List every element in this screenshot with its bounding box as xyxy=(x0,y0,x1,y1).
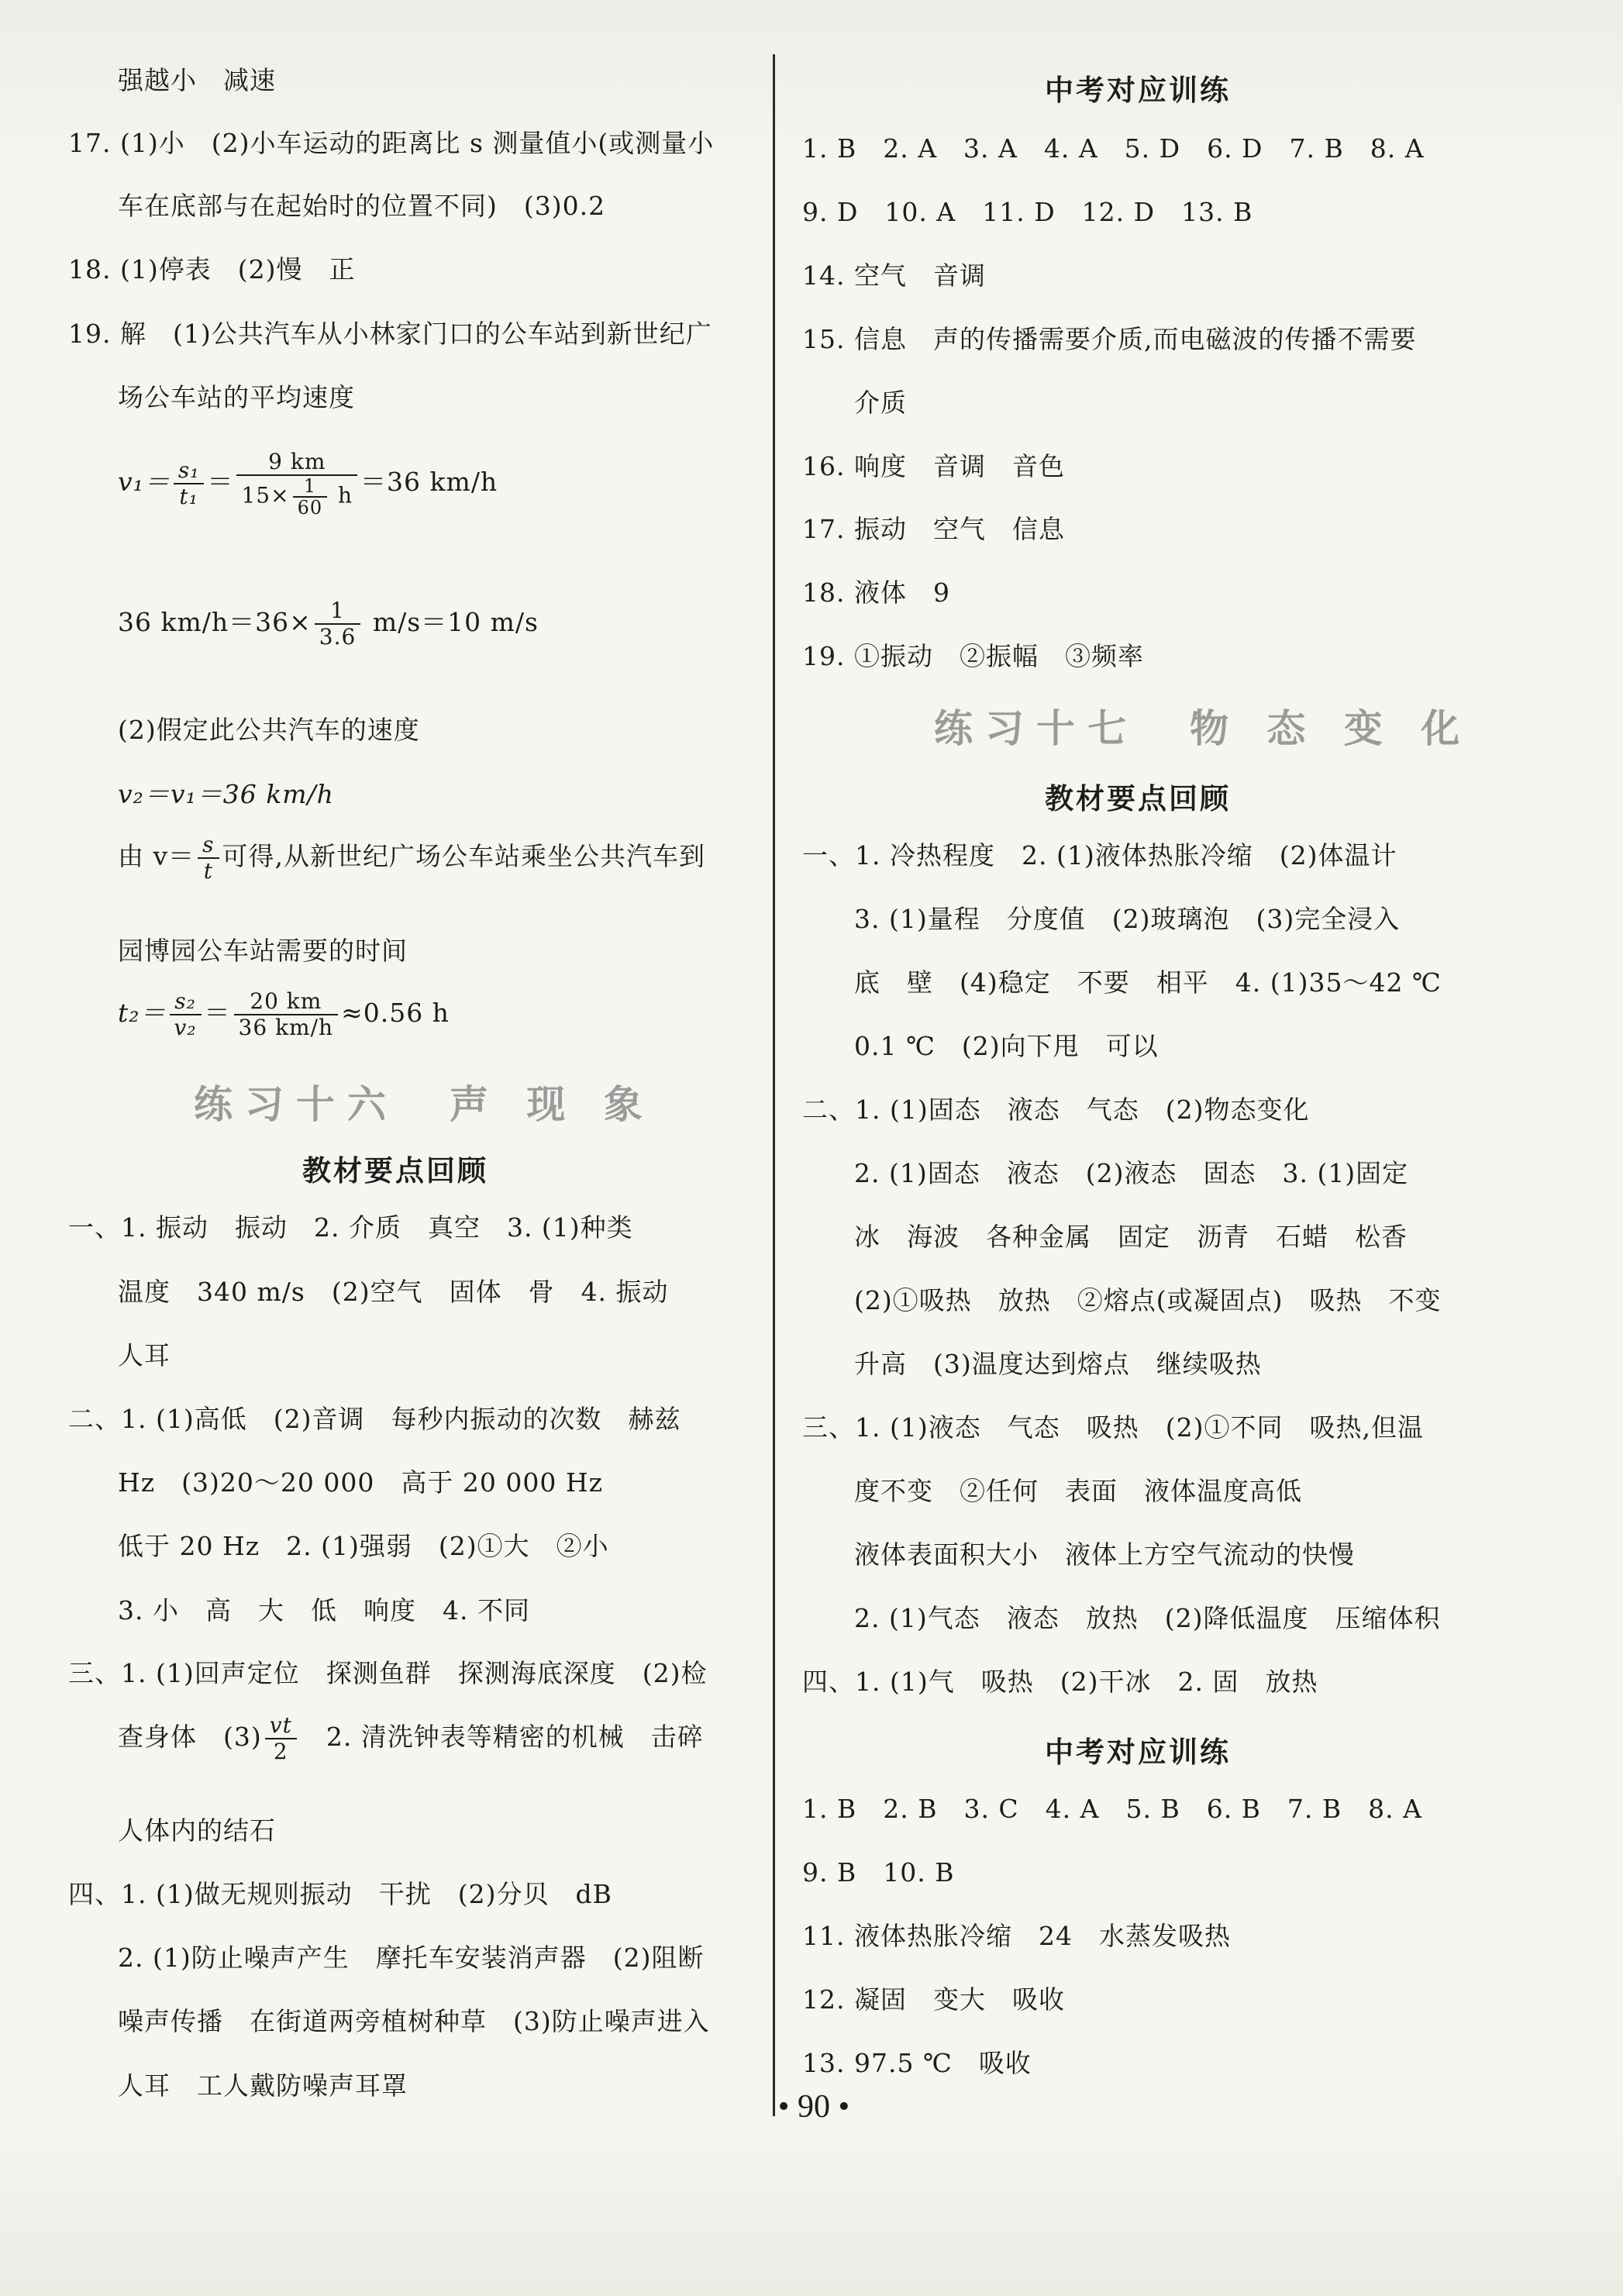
fraction-denominator: t xyxy=(203,858,213,884)
exam2-line4: 12. 凝固 变大 吸收 xyxy=(802,1984,1065,2015)
page-number: • 90 • xyxy=(777,2089,850,2125)
answer-18: 18. (1)停表 (2)慢 正 xyxy=(68,254,356,284)
fraction-vt-2 xyxy=(265,1713,297,1764)
exam1-line2: 9. D 10. A 11. D 12. D 13. B xyxy=(802,197,1253,227)
fraction-numerator: 20 km xyxy=(234,989,339,1015)
fraction-numerator: s₁ xyxy=(174,458,205,484)
review17-part3-line4: 2. (1)气态 液态 放热 (2)降低温度 压缩体积 xyxy=(854,1603,1441,1633)
review16-part1-line2: 温度 340 m/s (2)空气 固体 骨 4. 振动 xyxy=(118,1277,669,1307)
review16-part2-line4: 3. 小 高 大 低 响度 4. 不同 xyxy=(118,1595,530,1625)
subsection-title-review-16: 教材要点回顾 xyxy=(302,1154,488,1188)
exam1-line3: 14. 空气 音调 xyxy=(802,260,986,291)
review17-part1-line4: 0.1 ℃ (2)向下甩 可以 xyxy=(854,1031,1159,1061)
answer-19-part2: (2)假定此公共汽车的速度 xyxy=(118,715,420,745)
review16-part2-line2: Hz (3)20～20 000 高于 20 000 Hz xyxy=(118,1467,603,1498)
fraction-denominator: 2 xyxy=(273,1739,288,1764)
answer-19-line1: 19. 解 (1)公共汽车从小林家门口的公车站到新世纪广 xyxy=(68,319,712,349)
fraction-20km-36kmh xyxy=(234,989,339,1040)
fraction-distance-time xyxy=(236,450,357,518)
subsection-title-review-17: 教材要点回顾 xyxy=(1045,782,1231,815)
fraction-numerator: s xyxy=(198,833,219,859)
fraction-denominator: 36 km/h xyxy=(238,1015,334,1040)
fraction-numerator: 9 km xyxy=(236,450,357,476)
answer-19-line: 园博园公车站需要的时间 xyxy=(118,936,408,966)
exam2-line5: 13. 97.5 ℃ 吸收 xyxy=(802,2048,1032,2078)
formula-v1-lhs: v₁＝ xyxy=(118,467,171,497)
formula-conversion xyxy=(118,598,539,650)
conversion-rhs: m/s＝10 m/s xyxy=(364,607,539,637)
fraction-s1-t1 xyxy=(174,458,205,509)
review16-part4-line2: 2. (1)防止噪声产生 摩托车安装消声器 (2)阻断 xyxy=(118,1943,705,1973)
review16-part4-line3: 噪声传播 在街道两旁植树种草 (3)防止噪声进入 xyxy=(118,2006,710,2036)
denominator-prefix: 15× xyxy=(241,482,290,508)
review17-part2-line5: 升高 (3)温度达到熔点 继续吸热 xyxy=(854,1349,1262,1379)
review16-part3-line1: 三、1. (1)回声定位 探测鱼群 探测海底深度 (2)检 xyxy=(68,1658,708,1688)
fraction-numerator: 1 xyxy=(293,476,328,498)
formula-t2 xyxy=(118,989,450,1040)
exam1-line8: 18. 液体 9 xyxy=(802,577,950,608)
formula-t2-lhs: t₂＝ xyxy=(118,998,167,1028)
answer-17-line2: 车在底部与在起始时的位置不同) (3)0.2 xyxy=(118,191,606,221)
exam1-line7: 17. 振动 空气 信息 xyxy=(802,514,1065,544)
answer-17-line1: 17. (1)小 (2)小车运动的距离比 s 测量值小(或测量小 xyxy=(68,128,715,158)
review17-part1-line2: 3. (1)量程 分度值 (2)玻璃泡 (3)完全浸入 xyxy=(854,904,1401,934)
fraction-1-60 xyxy=(293,476,328,518)
review17-part2-line3: 冰 海波 各种金属 固定 沥青 石蜡 松香 xyxy=(854,1222,1408,1252)
review16-part2-line3: 低于 20 Hz 2. (1)强弱 (2)①大 ②小 xyxy=(118,1531,609,1561)
fraction-s-t xyxy=(198,833,219,884)
fraction-numerator: vt xyxy=(265,1713,297,1739)
review16-part3-line3: 人体内的结石 xyxy=(118,1815,276,1846)
review17-part3-line1: 三、1. (1)液态 气态 吸热 (2)①不同 吸热,但温 xyxy=(802,1412,1424,1443)
review16-part2-line1: 二、1. (1)高低 (2)音调 每秒内振动的次数 赫兹 xyxy=(68,1404,681,1434)
formula-t2-result: ≈0.56 h xyxy=(341,998,450,1028)
review16-part1-line3: 人耳 xyxy=(118,1340,171,1370)
answer-19-formula-text xyxy=(118,833,705,884)
text-line: 强越小 减速 xyxy=(118,65,276,95)
review17-part1-line3: 底 壁 (4)稳定 不要 相平 4. (1)35～42 ℃ xyxy=(854,967,1442,998)
review17-part4-line1: 四、1. (1)气 吸热 (2)干冰 2. 固 放热 xyxy=(802,1667,1318,1697)
answer-19-line2: 场公车站的平均速度 xyxy=(118,382,355,412)
exam1-line1: 1. B 2. A 3. A 4. A 5. D 6. D 7. B 8. A xyxy=(802,133,1425,164)
column-divider xyxy=(773,54,775,2116)
fraction-denominator: 60 xyxy=(297,497,323,519)
denominator-unit: h xyxy=(330,482,353,508)
text-prefix: 查身体 (3) xyxy=(118,1722,262,1752)
exam1-line5: 介质 xyxy=(854,388,907,418)
review16-part4-line4: 人耳 工人戴防噪声耳罩 xyxy=(118,2070,408,2101)
subsection-title-exam-2: 中考对应训练 xyxy=(1045,1736,1231,1769)
text-suffix: 2. 清洗钟表等精密的机械 击碎 xyxy=(299,1722,704,1752)
fraction-s2-v2 xyxy=(170,989,202,1040)
exam1-line9: 19. ①振动 ②振幅 ③频率 xyxy=(802,641,1144,671)
exam1-line4: 15. 信息 声的传播需要介质,而电磁波的传播不需要 xyxy=(802,324,1417,354)
equals-sign: ＝ xyxy=(204,998,231,1028)
equals-sign: ＝ xyxy=(207,467,234,497)
review17-part2-line4: (2)①吸热 放热 ②熔点(或凝固点) 吸热 不变 xyxy=(854,1285,1442,1315)
review17-part3-line2: 度不变 ②任何 表面 液体温度高低 xyxy=(854,1476,1302,1506)
fraction-denominator: v₂ xyxy=(174,1015,197,1040)
review17-part2-line2: 2. (1)固态 液态 (2)液态 固态 3. (1)固定 xyxy=(854,1158,1409,1188)
exam2-line3: 11. 液体热胀冷缩 24 水蒸发吸热 xyxy=(802,1921,1231,1951)
formula-v1 xyxy=(118,450,498,518)
formula-v1-result: ＝36 km/h xyxy=(360,467,498,497)
text-suffix: 可得,从新世纪广场公车站乘坐公共汽车到 xyxy=(222,841,706,871)
fraction-1-3.6 xyxy=(315,598,361,650)
fraction-numerator: s₂ xyxy=(170,989,202,1015)
conversion-lhs: 36 km/h＝36× xyxy=(118,607,312,637)
fraction-denominator: 3.6 xyxy=(319,624,357,650)
subsection-title-exam-1: 中考对应训练 xyxy=(1045,74,1231,107)
review16-part3-line2 xyxy=(118,1713,704,1764)
fraction-numerator: 1 xyxy=(315,598,361,625)
fraction-denominator: t₁ xyxy=(179,484,198,509)
section-title-17: 练习十七 物 态 变 化 xyxy=(934,706,1473,751)
exam1-line6: 16. 响度 音调 音色 xyxy=(802,451,1065,481)
review17-part2-line1: 二、1. (1)固态 液态 气态 (2)物态变化 xyxy=(802,1095,1310,1125)
exam2-line1: 1. B 2. B 3. C 4. A 5. B 6. B 7. B 8. A xyxy=(802,1794,1422,1824)
fraction-denominator xyxy=(236,476,357,518)
text-prefix: 由 v＝ xyxy=(118,841,195,871)
review17-part3-line3: 液体表面积大小 液体上方空气流动的快慢 xyxy=(854,1539,1355,1570)
review17-part1-line1: 一、1. 冷热程度 2. (1)液体热胀冷缩 (2)体温计 xyxy=(802,840,1397,870)
review16-part1-line1: 一、1. 振动 振动 2. 介质 真空 3. (1)种类 xyxy=(68,1212,633,1243)
exam2-line2: 9. B 10. B xyxy=(802,1857,955,1887)
review16-part4-line1: 四、1. (1)做无规则振动 干扰 (2)分贝 dB xyxy=(68,1879,612,1909)
section-title-16: 练习十六 声 现 象 xyxy=(194,1082,655,1127)
formula-v2: v₂＝v₁＝36 km/h xyxy=(118,779,334,809)
